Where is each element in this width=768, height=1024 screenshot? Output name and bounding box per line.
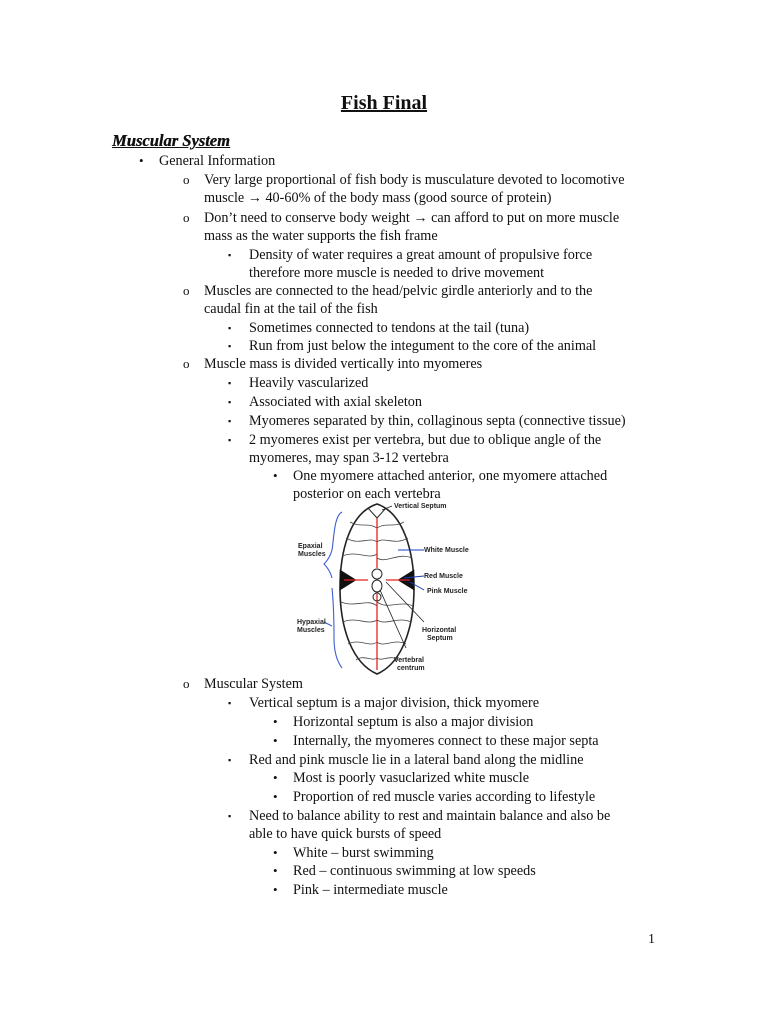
bullet-square: ▪: [228, 416, 232, 426]
bullet-square: ▪: [228, 698, 232, 708]
label-hypaxial: Hypaxial: [297, 619, 326, 626]
bullet-dot: •: [273, 733, 278, 748]
bullet-dot: •: [273, 714, 278, 729]
bullet-square: ▪: [228, 811, 232, 821]
label-epaxial: Epaxial: [298, 543, 323, 550]
bullet-dot: •: [273, 863, 278, 878]
list-item-density: Density of water requires a great amount of propulsive force: [249, 247, 593, 263]
bullet-square: ▪: [228, 250, 232, 260]
list-item-muscular-system: Muscular System: [204, 676, 303, 692]
bullet-square: ▪: [228, 435, 232, 445]
bullet-circle: o: [183, 676, 190, 691]
label-vertebral: Vertebral: [394, 657, 424, 664]
label-white-muscle: White Muscle: [424, 547, 469, 554]
myomere-line: [341, 602, 377, 606]
bullet-dot: •: [139, 153, 144, 168]
bullet-dot: •: [273, 845, 278, 860]
page-number: 1: [648, 932, 655, 947]
bullet-circle: o: [183, 210, 190, 225]
epaxial-bracket: [324, 512, 342, 578]
list-item-large-proportion: Very large proportional of fish body is musculature devoted to locomotive: [204, 172, 625, 188]
bullet-square: ▪: [228, 378, 232, 388]
myomere-line: [377, 602, 413, 606]
bullet-dot: •: [273, 789, 278, 804]
bullet-circle: o: [183, 356, 190, 371]
list-item-poorly-vascularized: Most is poorly vasuclarized white muscle: [293, 770, 530, 786]
list-item-pink: Pink – intermediate muscle: [293, 882, 448, 898]
list-item-connected: Muscles are connected to the head/pelvic girdle anteriorly and to the: [204, 283, 593, 299]
label-vertical-septum: Vertical Septum: [394, 503, 447, 510]
myomere-line: [377, 556, 412, 559]
section-heading-muscular-system: Muscular System: [112, 131, 230, 150]
list-item-vascularized: Heavily vascularized: [249, 375, 369, 391]
list-item-vertical-septum: Vertical septum is a major division, thick myomere: [249, 695, 539, 711]
bullet-circle: o: [183, 283, 190, 298]
bullet-square: ▪: [228, 755, 232, 765]
list-item-balance-cont: able to have quick bursts of speed: [249, 826, 442, 842]
list-item-connected-cont: caudal fin at the tail of the fish: [204, 301, 378, 317]
list-item-horizontal-septum: Horizontal septum is also a major division: [293, 714, 534, 730]
list-item-per-vertebra-cont: myomeres, may span 3-12 vertebra: [249, 450, 449, 466]
list-item-myomeres-divided: Muscle mass is divided vertically into myomeres: [204, 356, 483, 372]
list-item-conserve-weight: Don’t need to conserve body weight → can afford to put on more muscle: [204, 210, 620, 226]
list-item-septa: Myomeres separated by thin, collaginous septa (connective tissue): [249, 413, 626, 429]
list-item-red-pink-band: Red and pink muscle lie in a lateral band along the midline: [249, 752, 584, 768]
label-centrum: centrum: [397, 665, 425, 672]
hypaxial-bracket: [324, 588, 342, 668]
list-item-red: Red – continuous swimming at low speeds: [293, 863, 536, 879]
label-hypaxial-muscles: Muscles: [297, 627, 325, 634]
list-item-axial-skeleton: Associated with axial skeleton: [249, 394, 422, 410]
list-item-conserve-weight-cont: mass as the water supports the fish frame: [204, 228, 438, 244]
list-item-internally: Internally, the myomeres connect to these major septa: [293, 733, 599, 749]
bullet-dot: •: [273, 468, 278, 483]
list-item-density-cont: therefore more muscle is needed to drive movement: [249, 265, 545, 281]
list-item-per-vertebra: 2 myomeres exist per vertebra, but due to oblique angle of the: [249, 432, 602, 448]
label-septum: Septum: [427, 635, 453, 642]
label-red-muscle: Red Muscle: [424, 573, 463, 580]
bullet-dot: •: [273, 770, 278, 785]
myomere-line: [342, 554, 377, 556]
neural-arch: [372, 569, 382, 579]
label-pink-muscle: Pink Muscle: [427, 588, 468, 595]
list-item-balance: Need to balance ability to rest and maintain balance and also be: [249, 808, 611, 824]
bullet-circle: o: [183, 172, 190, 187]
fish-muscle-cross-section-diagram: [294, 498, 484, 678]
list-item-general-information: General Information: [159, 153, 276, 169]
list-item-white: White – burst swimming: [293, 845, 434, 861]
page-title: Fish Final: [340, 92, 428, 114]
list-item-attached-cont: posterior on each vertebra: [293, 486, 441, 502]
list-item-attached: One myomere attached anterior, one myomere attached: [293, 468, 608, 484]
label-horizontal: Horizontal: [422, 627, 457, 634]
bullet-square: ▪: [228, 323, 232, 333]
bullet-square: ▪: [228, 341, 232, 351]
list-item-integument: Run from just below the integument to the core of the animal: [249, 338, 597, 354]
list-item-large-proportion-cont: muscle → 40-60% of the body mass (good source of protein): [204, 190, 552, 206]
list-item-proportion-red: Proportion of red muscle varies according to lifestyle: [293, 789, 596, 805]
list-item-tendons: Sometimes connected to tendons at the tail (tuna): [249, 320, 530, 336]
label-epaxial-muscles: Muscles: [298, 551, 326, 558]
bullet-square: ▪: [228, 397, 232, 407]
bullet-dot: •: [273, 882, 278, 897]
